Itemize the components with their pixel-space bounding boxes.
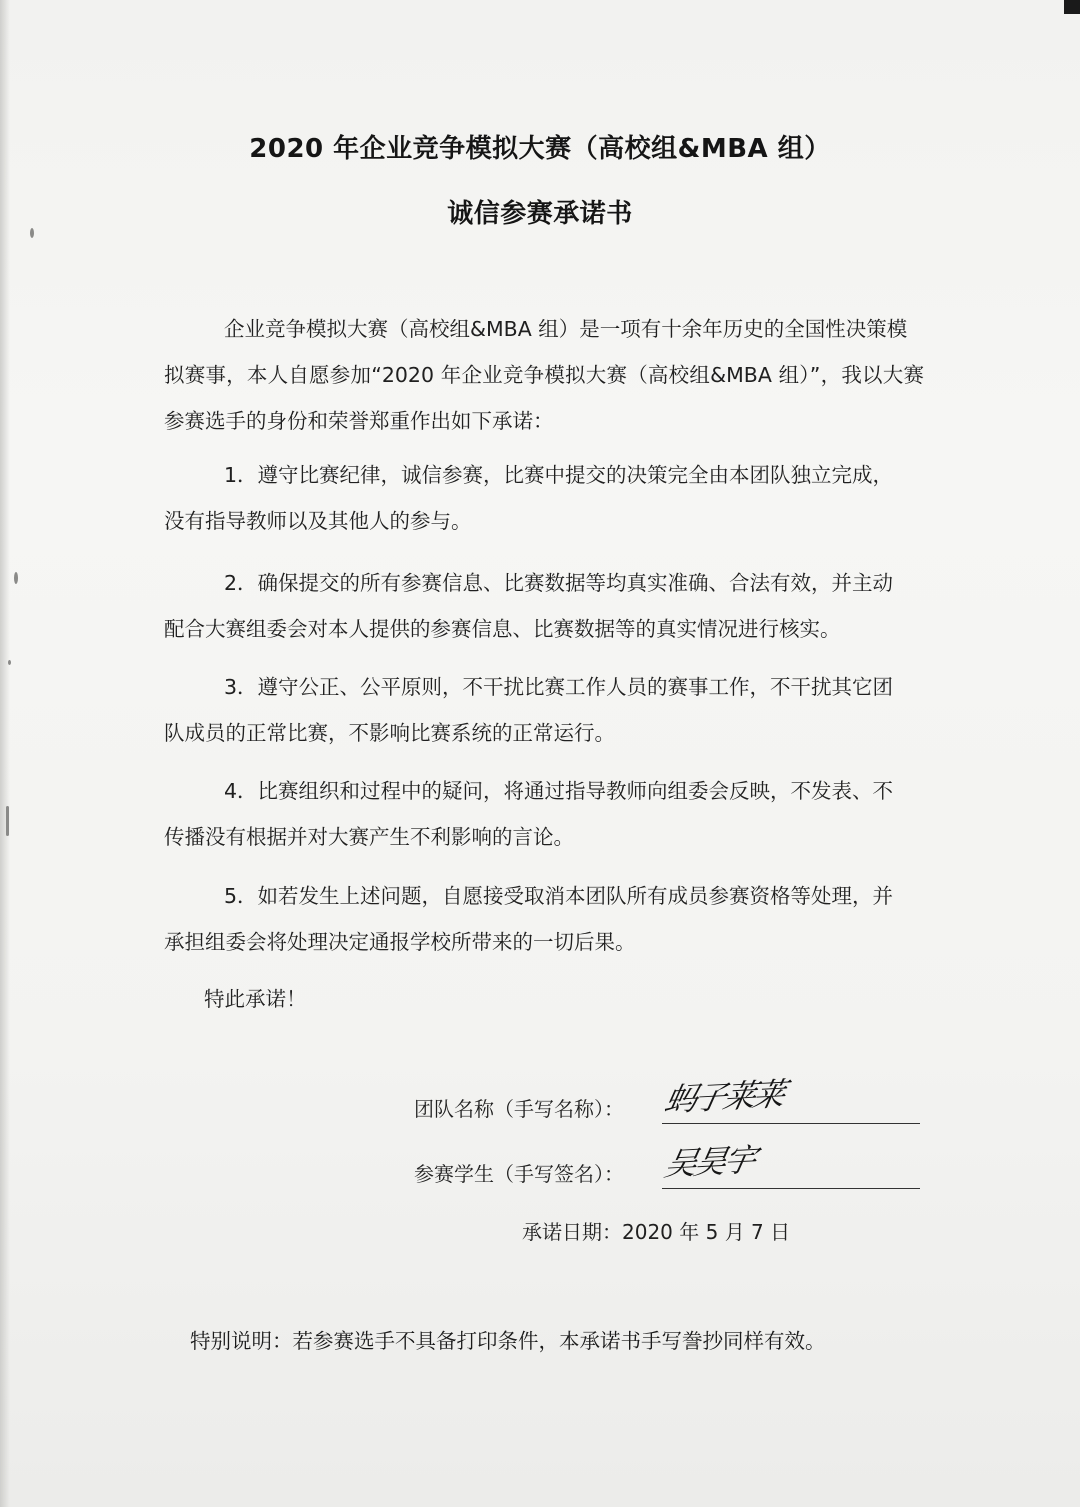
document-title: 2020 年企业竞争模拟大赛（高校组&MBA 组） bbox=[249, 134, 831, 164]
scan-speck bbox=[14, 572, 18, 584]
pledge-item-4 bbox=[164, 768, 924, 860]
pledge-item-2 bbox=[164, 560, 924, 652]
team-name-label: 团队名称（手写名称）： bbox=[414, 1097, 624, 1121]
team-name-underline bbox=[662, 1123, 920, 1124]
closing-line bbox=[164, 976, 924, 1022]
pledge-item-3 bbox=[164, 664, 924, 756]
pledge-item-first-line: 5．如若发生上述问题，自愿接受取消本团队所有成员参赛资格等处理，并 bbox=[224, 884, 894, 908]
pledge-item-continuation: 传播没有根据并对大赛产生不利影响的言论。 bbox=[164, 825, 574, 849]
pledge-item-continuation: 队成员的正常比赛，不影响比赛系统的正常运行。 bbox=[164, 721, 615, 745]
pledge-item-first-line: 1．遵守比赛纪律，诚信参赛，比赛中提交的决策完全由本团队独立完成， bbox=[224, 463, 894, 487]
pledge-date: 承诺日期：2020 年 5 月 7 日 bbox=[522, 1220, 791, 1244]
student-signature-row bbox=[414, 1139, 920, 1189]
intro-first-line: 企业竞争模拟大赛（高校组&MBA 组）是一项有十余年历史的全国性决策模 bbox=[224, 317, 908, 341]
pledge-item-continuation: 配合大赛组委会对本人提供的参赛信息、比赛数据等的真实情况进行核实。 bbox=[164, 617, 841, 641]
pledge-item-1 bbox=[164, 452, 924, 544]
team-name-row bbox=[414, 1074, 920, 1124]
scan-speck bbox=[6, 806, 9, 836]
closing-text: 特此承诺！ bbox=[204, 987, 307, 1011]
pledge-item-first-line: 3．遵守公正、公平原则，不干扰比赛工作人员的赛事工作，不干扰其它团 bbox=[224, 675, 894, 699]
pledge-item-first-line: 2．确保提交的所有参赛信息、比赛数据等均真实准确、合法有效，并主动 bbox=[224, 571, 894, 595]
pledge-item-continuation: 没有指导教师以及其他人的参与。 bbox=[164, 509, 472, 533]
document-subtitle: 诚信参赛承诺书 bbox=[447, 199, 633, 229]
student-signature-label: 参赛学生（手写签名）： bbox=[414, 1162, 624, 1186]
team-name-handwriting: 蚂子莱莱 bbox=[661, 1074, 787, 1120]
pledge-item-first-line: 4．比赛组织和过程中的疑问，将通过指导教师向组委会反映，不发表、不 bbox=[224, 779, 894, 803]
scan-corner-mark bbox=[1064, 0, 1080, 14]
student-handwritten-signature: 吴昊宇 bbox=[661, 1140, 757, 1184]
pledge-item-continuation: 承担组委会将处理决定通报学校所带来的一切后果。 bbox=[164, 930, 636, 954]
special-note: 特别说明：若参赛选手不具备打印条件，本承诺书手写誊抄同样有效。 bbox=[190, 1329, 826, 1353]
student-signature-underline bbox=[662, 1188, 920, 1189]
intro-paragraph bbox=[164, 306, 924, 444]
intro-continuation: 拟赛事，本人自愿参加“2020 年企业竞争模拟大赛（高校组&MBA 组）”，我以大赛参赛选手的身份和荣誉郑重作出如下承诺： bbox=[164, 363, 924, 433]
pledge-item-5 bbox=[164, 873, 924, 965]
scan-speck bbox=[8, 660, 11, 665]
